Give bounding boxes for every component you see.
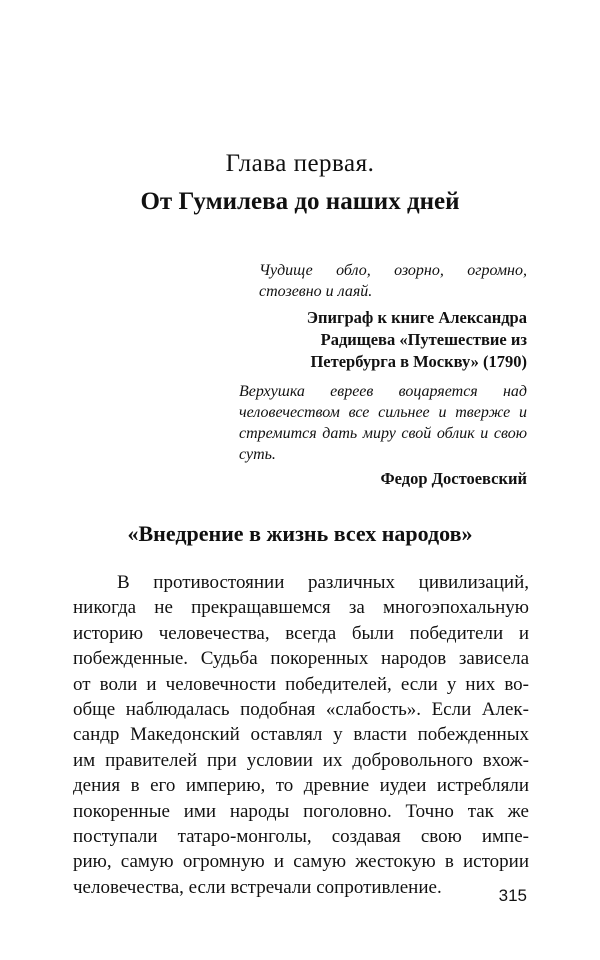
body-line: рию, самую огромную и самую жестокую в истории	[73, 851, 529, 873]
body-line: сандр Македонский оставлял у власти побежденных	[73, 724, 529, 746]
body-line: историю человечества, всегда были победители и	[73, 622, 529, 644]
epigraph-quote: Чудище обло, озорно, огромно, стозевно и лаяй.	[259, 262, 527, 300]
epigraph-dostoevsky	[239, 381, 527, 490]
body-line: от воли и человечности победителей, если у них во-	[73, 673, 529, 695]
epigraph-attribution: Эпиграф к книге Александра Радищева «Путешествие из Петербурга в Москву» (1790)	[306, 308, 527, 371]
body-line: обще наблюдалась подобная «слабость». Если Алек-	[73, 699, 529, 721]
chapter-title: От Гумилева до наших дней	[140, 188, 460, 215]
body-line: дения в его империю, то древние иудеи истребляли	[73, 775, 529, 797]
section-title: «Внедрение в жизнь всех народов»	[127, 521, 473, 546]
epigraph-quote: Верхушка евреев воцаряется над человечеством все сильнее и тверже и стремится дать миру свой облик и свою суть.	[239, 383, 527, 463]
body-line: им правителей при условии их добровольного вхож-	[73, 749, 529, 771]
chapter-label: Глава первая.	[225, 150, 375, 177]
body-paragraph	[73, 570, 529, 900]
body-line: поступали татаро-монголы, создавая свою импе-	[73, 826, 529, 848]
body-line: побежденные. Судьба покоренных народов зависела	[73, 648, 529, 670]
page-number: 315	[498, 886, 527, 905]
body-line: человечества, если встречали сопротивление.	[73, 876, 442, 898]
body-line: В противостоянии различных цивилизаций,	[117, 572, 529, 593]
epigraph-attribution: Федор Достоевский	[380, 469, 527, 488]
body-line: покоренные ими народы поголовно. Точно так же	[73, 800, 529, 822]
epigraph-radishchev	[259, 260, 527, 373]
body-line: никогда не прекращавшемся за многоэпохальную	[73, 597, 529, 619]
